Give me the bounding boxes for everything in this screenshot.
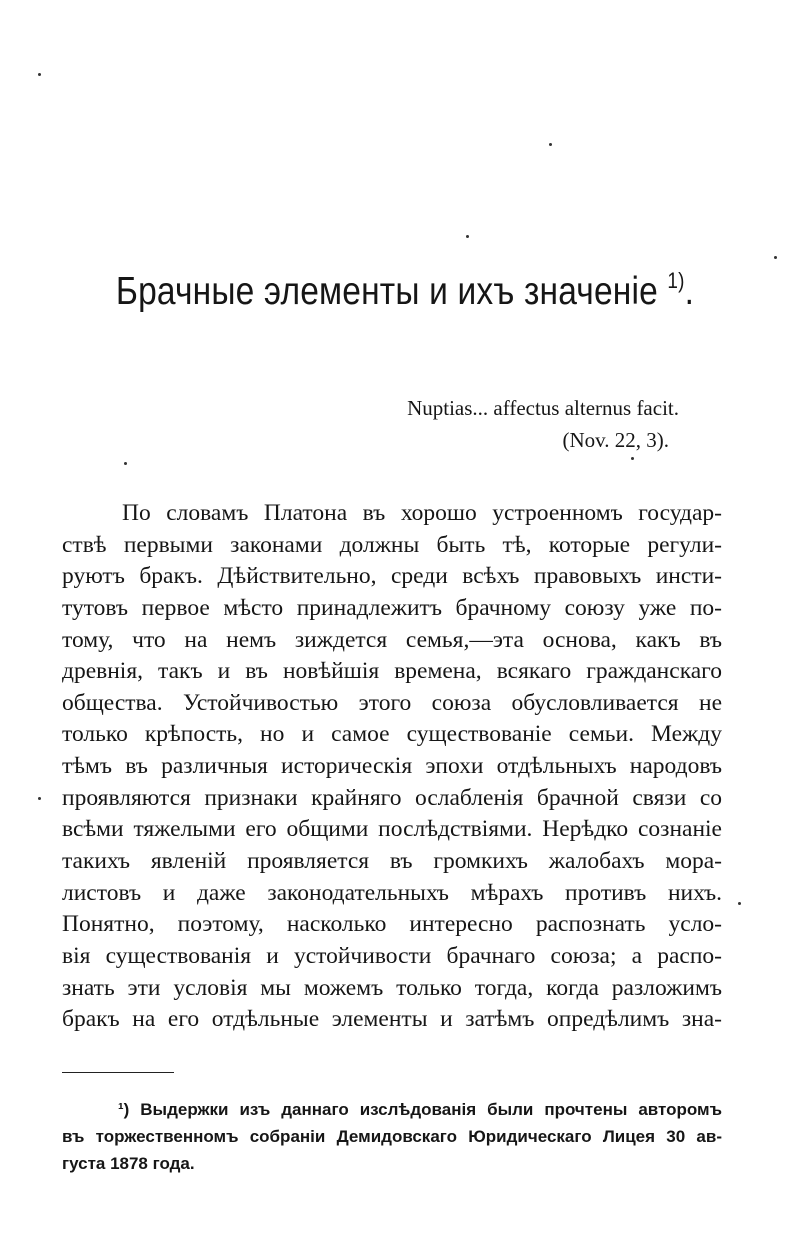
- scan-speck: [738, 902, 741, 905]
- epigraph: [279, 392, 679, 456]
- footnote-line: ¹) Выдержки изъ даннаго изслѣдованiя были прочтены авторомъ: [118, 1100, 722, 1119]
- body-line: бракъ на его отдѣльные элементы и затѣмъ опредѣлимъ зна-: [62, 1006, 722, 1033]
- scan-speck: [38, 797, 41, 800]
- chapter-title: [108, 268, 701, 314]
- footnote-line: густа 1878 года.: [62, 1154, 195, 1173]
- body-line: проявляются признаки крайняго ослабленiя брачной связи со: [62, 784, 722, 811]
- body-line: знать эти условiя мы можемъ только тогда, когда разложимъ: [62, 974, 722, 1001]
- title-period: .: [684, 270, 695, 313]
- scan-speck: [466, 235, 469, 238]
- body-line: тутовъ первое мѣсто принадлежитъ брачному союзу уже по-: [62, 594, 722, 621]
- body-line: такихъ явленiй проявляется въ громкихъ жалобахъ мора-: [62, 848, 722, 875]
- scan-speck: [38, 73, 41, 76]
- body-line: вiя существованiя и устойчивости брачнаго союза; а распо-: [62, 942, 722, 969]
- scan-speck: [631, 457, 634, 460]
- body-line: руютъ бракъ. Дѣйствительно, среди всѣхъ правовыхъ инсти-: [62, 563, 722, 590]
- body-line: ствѣ первыми законами должны быть тѣ, которые регули-: [62, 531, 722, 558]
- body-line: тѣмъ въ различныя историческiя эпохи отдѣльныхъ народовъ: [62, 753, 722, 780]
- footnote-divider: [62, 1072, 174, 1073]
- title-footnote-marker: 1): [667, 268, 685, 293]
- chapter-title-text: Брачные элементы и ихъ значенie: [115, 270, 658, 313]
- body-line: общества. Устойчивостью этого союза обусловливается не: [62, 689, 722, 716]
- epigraph-reference: (Nov. 22, 3).: [562, 428, 669, 452]
- epigraph-quote: Nuptias... affectus alternus facit.: [407, 396, 679, 420]
- footnote: [62, 1096, 722, 1177]
- body-line: только крѣпость, но и самое существованiе семьи. Между: [62, 721, 722, 748]
- body-line: Понятно, поэтому, насколько интересно распознать усло-: [62, 911, 722, 938]
- body-line: тому, что на немъ зиждется семья,—эта основа, какъ въ: [62, 626, 722, 653]
- body-paragraph: [62, 498, 722, 1036]
- body-line: листовъ и даже законодательныхъ мѣрахъ противъ нихъ.: [62, 879, 722, 906]
- body-line: По словамъ Платона въ хорошо устроенномъ государ-: [122, 500, 722, 526]
- scan-speck: [549, 143, 552, 146]
- body-line: всѣми тяжелыми его общими послѣдствiями. Нерѣдко сознанiе: [62, 816, 722, 843]
- scan-speck: [774, 256, 777, 259]
- footnote-line: въ торжественномъ собранiи Демидовскаго Юридическаго Лицея 30 ав-: [62, 1127, 722, 1146]
- body-line: древнiя, такъ и въ новѣйшiя времена, всякаго гражданскаго: [62, 658, 722, 685]
- scan-speck: [124, 462, 127, 465]
